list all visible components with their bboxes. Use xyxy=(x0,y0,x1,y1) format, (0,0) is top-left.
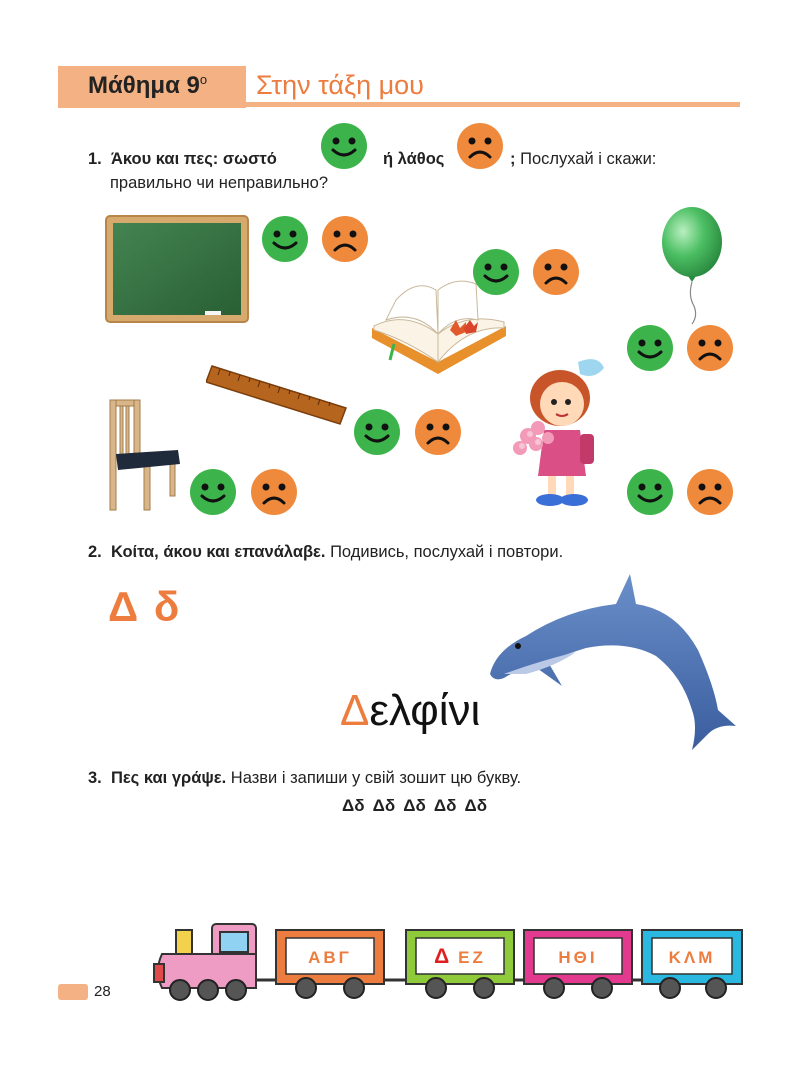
wagon-1-label: ΑΒΓ xyxy=(308,948,352,967)
page-number: 28 xyxy=(94,983,111,1000)
chair-icon xyxy=(104,398,184,512)
train-icon xyxy=(150,920,744,1002)
lesson-topic: Στην τάξη μου xyxy=(256,70,424,100)
happy-face-icon[interactable] xyxy=(626,468,674,516)
question-2: 2. Κοίτα, άκου και επανάλαβε. Подивись, послухай і повтори. xyxy=(88,543,564,561)
sad-face-icon xyxy=(456,122,504,170)
sad-face-icon[interactable] xyxy=(414,408,462,456)
happy-face-icon[interactable] xyxy=(626,324,674,372)
header-underline xyxy=(58,102,740,107)
sad-face-icon[interactable] xyxy=(686,468,734,516)
chalkboard-icon xyxy=(105,215,249,323)
letter-pair: Δ δ xyxy=(108,583,182,630)
question-3: 3. Πες και γράψε. Назви і запиши у свій зошит цю букву. xyxy=(88,769,522,787)
page-number-tab xyxy=(58,984,88,1000)
question-1-line1: 1. Άκου και πες: σωστό xyxy=(88,150,277,168)
question-1-ua-line1: ; Послухай і скажи: xyxy=(510,150,657,168)
girl-icon xyxy=(508,354,612,510)
sad-face-icon[interactable] xyxy=(250,468,298,516)
happy-face-icon[interactable] xyxy=(189,468,237,516)
question-1-ua-line2: правильно чи неправильно? xyxy=(110,174,329,192)
happy-face-icon[interactable] xyxy=(353,408,401,456)
sad-face-icon[interactable] xyxy=(532,248,580,296)
ruler-icon xyxy=(206,356,350,428)
practice-letters: Δδ Δδ Δδ Δδ Δδ xyxy=(342,796,488,815)
wagon-4-label: ΚΛΜ xyxy=(668,948,716,967)
sad-face-icon[interactable] xyxy=(686,324,734,372)
balloon-icon xyxy=(660,206,724,326)
wagon-2-label: Δ ΕΖ xyxy=(434,945,486,968)
happy-face-icon[interactable] xyxy=(261,215,309,263)
question-1-or-wrong: ή λάθος xyxy=(383,150,445,168)
happy-face-icon xyxy=(320,122,368,170)
wagon-3-label: ΗΘΙ xyxy=(558,948,598,967)
sad-face-icon[interactable] xyxy=(321,215,369,263)
example-word: Δελφίνι xyxy=(340,686,481,735)
dolphin-icon xyxy=(486,570,738,752)
happy-face-icon[interactable] xyxy=(472,248,520,296)
lesson-number: Μάθημα $9^o$ xyxy=(88,72,208,99)
